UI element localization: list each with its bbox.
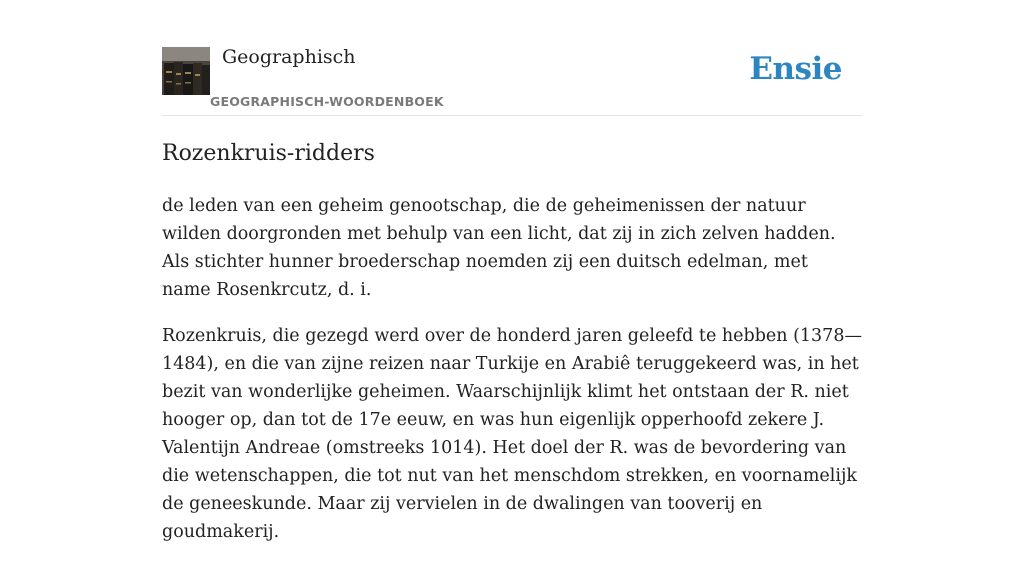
entry-title: Rozenkruis-ridders <box>162 141 375 166</box>
source-title[interactable]: Geographisch <box>222 46 356 68</box>
book-spines-icon <box>162 47 210 95</box>
entry-paragraph: Rozenkruis, die gezegd werd over de honderd jaren geleefd te hebben (1378—1484), en die van zijne reizen naar Turkije en Arabiê teruggekeerd was, in het bezit van wonderlijke geheimen. Waarschijnlijk klimt het ontstaan der R. niet hooger op, dan tot de 17e eeuw, en was hun eigenlijk opperhoofd zekere J. Valentijn Andreae (omstreeks 1014). Het doel der R. was de bevordering van die wetenschappen, die tot nut van het menschdom strekken, en voornamelijk de geneeskunde. Maar zij vervielen in de dwalingen van tooverij en goudmakerij. <box>162 326 862 542</box>
source-avatar[interactable] <box>162 47 210 95</box>
ensie-logo[interactable]: Ensie <box>749 51 842 87</box>
page-container <box>162 0 862 542</box>
entry-paragraph: de leden van een geheim genootschap, die de geheimenissen der natuur wilden doorgronden met behulp van een licht, dat zij in zich zelven hadden. Als stichter hunner broederschap noemden zij een duitsch edelman, met name Rosenkrcutz, d. i. <box>162 196 836 300</box>
source-header <box>162 0 862 116</box>
entry-body <box>162 192 862 564</box>
source-slug[interactable]: GEOGRAPHISCH-WOORDENBOEK <box>210 94 444 109</box>
